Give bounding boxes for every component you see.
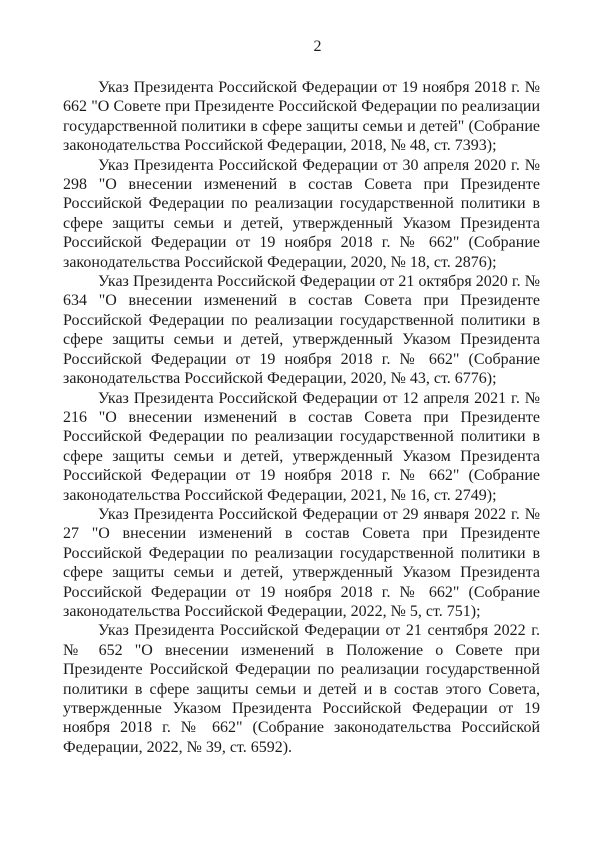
paragraph-decree-2022-652: Указ Президента Российской Федерации от 21 сентября 2022 г. № 652 "О внесении изменений в Положение о Совете при Президенте Российской Федерации по реализации государственной политики в сфере защиты семьи и детей и в состав этого Совета, утвержденные Указом Президента Российской Федерации от 19 ноября 2018 г. № 662" (Собрание законодательства Российской Федерации, 2022, № 39, ст. 6592).	[63, 622, 540, 756]
paragraph-decree-2020-298: Указ Президента Российской Федерации от 30 апреля 2020 г. № 298 "О внесении изменений в состав Совета при Президенте Российской Федерации по реализации государственной политики в сфере защиты семьи и детей, утвержденный Указом Президента Российской Федерации от 19 ноября 2018 г. № 662" (Собрание законодательства Российской Федерации, 2020, № 18, ст. 2876);	[63, 156, 540, 271]
paragraph-decree-2022-27: Указ Президента Российской Федерации от 29 января 2022 г. № 27 "О внесении изменений в состав Совета при Президенте Российской Федерации по реализации государственной политики в сфере защиты семьи и детей, утвержденный Указом Президента Российской Федерации от 19 ноября 2018 г. № 662" (Собрание законодательства Российской Федерации, 2022, № 5, ст. 751);	[63, 505, 540, 620]
document-body	[63, 78, 540, 757]
paragraph-decree-2021-216: Указ Президента Российской Федерации от 12 апреля 2021 г. № 216 "О внесении изменений в состав Совета при Президенте Российской Федерации по реализации государственной политики в сфере защиты семьи и детей, утвержденный Указом Президента Российской Федерации от 19 ноября 2018 г. № 662" (Собрание законодательства Российской Федерации, 2021, № 16, ст. 2749);	[63, 389, 540, 504]
paragraph-decree-2020-634: Указ Президента Российской Федерации от 21 октября 2020 г. № 634 "О внесении изменений в состав Совета при Президенте Российской Федерации по реализации государственной политики в сфере защиты семьи и детей, утвержденный Указом Президента Российской Федерации от 19 ноября 2018 г. № 662" (Собрание законодательства Российской Федерации, 2020, № 43, ст. 6776);	[63, 273, 540, 388]
paragraph-decree-2018-662: Указ Президента Российской Федерации от 19 ноября 2018 г. № 662 "О Совете при Президенте Российской Федерации по реализации государственной политики в сфере защиты семьи и детей" (Собрание законодательства Российской Федерации, 2018, № 48, ст. 7393);	[63, 79, 540, 155]
page-number: 2	[313, 38, 322, 55]
